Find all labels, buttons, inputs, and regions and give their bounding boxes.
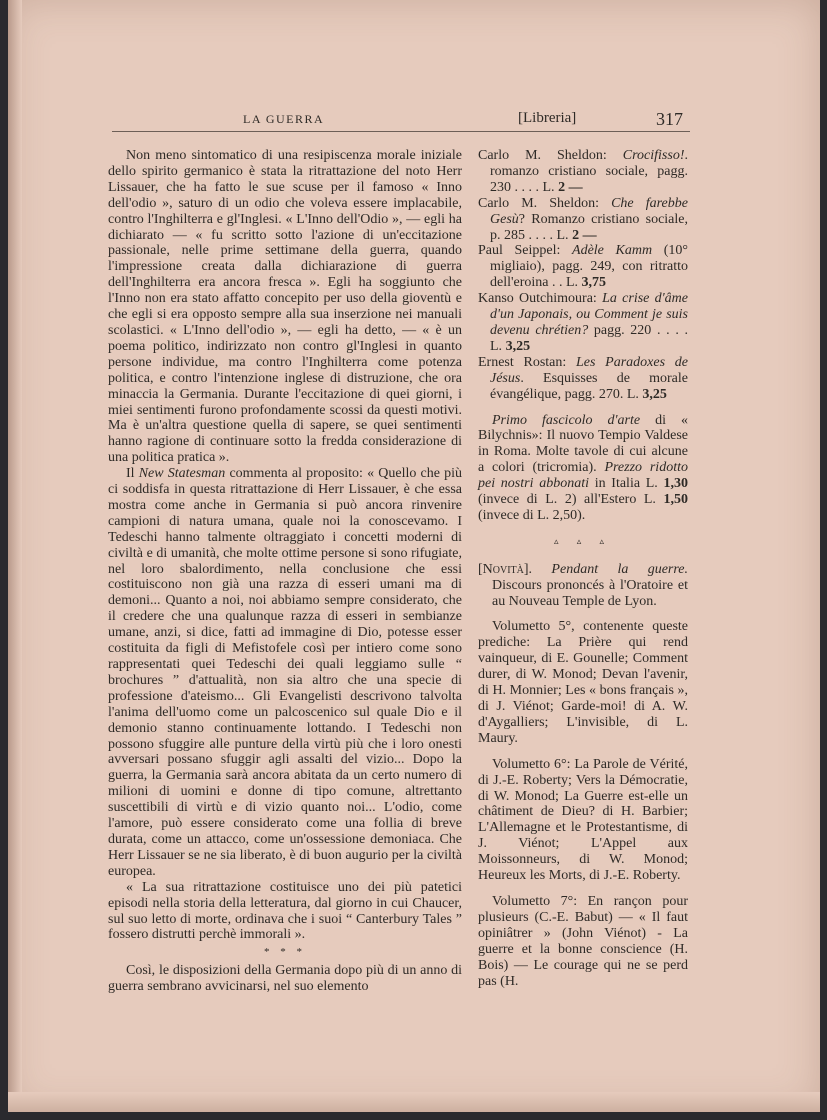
paragraph-lissauer: Non meno sintomatico di una resipiscenza morale iniziale dello spirito germanico è stata la ritrattazione del noto Herr Lissauer, che ha fatto le sue scuse per il famoso « Inno dell'odio », saturo di un odio che voleva essere implacabile, contro l'Inghilterra e gl'Inglesi. « L'Inno dell'Odio », — egli ha dichiarato — « fu scritto sotto l'azione di un'eccitazione passionale, nelle prime settimane della guerra, quando l'impressione creata dalla dichiarazione di guerra dell'Inghilterra era ancora fresca ». Egli ha soggiunto che l'Inno non era stato affatto concepito per uso della gioventù e che egli si era opposto sempre alla sua inserzione nei manuali scolastici. « L'Inno dell'odio », — egli ha detto, — « è un poema politico, indirizzato non contro gl'Inglesi in quanto persone individue, ma contro l'Inghilterra come potenza politica, e contro l'intenzione inglese di distruzione, che ora minaccia la Germania. Durante l'eccitazione di quei giorni, i miei sentimenti furono profondamente scossi da questi motivi. Ma è un'altra questione quella di sapere, se quei sentimenti hanno ragione di continuare sotto la fredda considerazione di una politica pratica ». <box>108 148 462 466</box>
paragraph-new-statesman: Il New Statesman commenta al proposito: « Quello che più ci soddisfa in questa ritrattazione di Herr Lissauer, è che essa mostra come anche in Germania si può ancora rinvenire campioni di natura umana, quale noi la conoscevamo. I Tedeschi hanno talmente oltraggiato i concetti moderni di civiltà e di umanità, che molte ottime persone si sono rifugiate, nel loro sbalordimento, nella conclusione che essi costituiscono non già una razza di esseri umani ma di demoni... Quanto a noi, noi abbiamo sempre considerato, che il credere che una qualunque razza di esseri in sembianze umane, anzi, si dice, fatti ad immagine di Dio, potesse esser costituita da figli di Mefistofele così per intiero come sono rappresentati quei Tedeschi dei quali leggiamo sulle “ brochures ” d'attualità, non sia altro che una specie di professione d'ateismo... Gli Evangelisti descrivono talvolta l'anima dell'uomo come un palcoscenico sul quale Dio e il demonio stanno continuamente lottando. I Tedeschi non possono sfuggire alle punture della virtù più che i loro onesti avversari possano sfuggir agli assalti del vizio... Dopo la guerra, la Germania sarà ancora abitata da un certo numero di milioni di uomini e donne di tipo comune, altrettanto suscettibili di virtù e di vizio quanto noi... L'odio, come l'amore, può essere considerato come una follia di breve durata, come un attacco, come un'ossessione demoniaca. Che Herr Lissauer se ne sia liberato, è di buon augurio per la civiltà europea. <box>108 466 462 879</box>
triangle-ornament: ▵ ▵ ▵ <box>553 535 613 546</box>
running-title: LA GUERRA <box>243 112 325 126</box>
paragraph-germany: Così, le disposizioni della Germania dopo più di un anno di guerra sembrano avvicinarsi, nel suo elemento <box>108 963 462 995</box>
volumetto-7: Volumetto 7°: En rançon pour plusieurs (C.-E. Babut) — « Il faut opiniâtrer » (John Viénot) - La guerre et la bonne conscience (H. Bois) — Le courage qui ne se perd pas (H. <box>478 893 688 989</box>
book-entry: Carlo M. Sheldon: Che farebbe Gesù? Romanzo cristiano sociale, p. 285 . . . . L. 2 — <box>478 195 688 243</box>
novita-label: [Novità]. <box>478 561 533 577</box>
section-separator: * * * <box>264 946 306 959</box>
novita-title: Pendant la guerre. <box>551 561 689 577</box>
book-entry: Kanso Outchimoura: La crise d'âme d'un Japonais, ou Comment je suis devenu chrétien? pagg. 220 . . . . L. 3,25 <box>478 291 689 354</box>
running-header <box>8 108 820 132</box>
new-statesman-title: New Statesman <box>138 466 226 482</box>
novita-paragraph: [Novità]. Pendant la guerre. Discours prononcés à l'Oratoire et au Nouveau Temple de Lyon. <box>478 561 689 609</box>
fascicolo-title: Primo fascicolo d'arte <box>492 412 641 428</box>
paragraph-chaucer: « La sua ritrattazione costituisce uno dei più patetici episodi nella storia della letteratura, dal giorno in cui Chaucer, sul suo letto di morte, ordinava che i suoi “ Canterbury Tales ” fossero distrutti perchè immorali ». <box>108 879 462 943</box>
page-spine-shadow <box>8 0 22 1112</box>
page-bottom-edge <box>8 1092 820 1112</box>
volumetto-5: Volumetto 5°, contenente queste prediche: La Prière qui rend vainqueur, di E. Gounelle; Comment durer, di W. Monod; Devan l'avenir, di H. Monnier; Les « bons français », di J. Viénot; Garde-moi! di A. W. d'Aygalliers; L'invisible, di L. Maury. <box>478 619 688 746</box>
book-page <box>8 0 820 1112</box>
section-label: [Libreria] <box>518 110 577 126</box>
book-entry: Paul Seippel: Adèle Kamm (10° migliaio), pagg. 249, con ritratto dell'eroina . . L. 3,75 <box>478 243 688 291</box>
header-rule <box>112 131 690 132</box>
volumetto-6: Volumetto 6°: La Parole de Vérité, di J.-E. Roberty; Vers la Démocratie, di W. Monod; La Guerre est-elle un châtiment de Dieu? di H. Barbier; L'Allemagne et le Protestantisme, di J. Viénot; L'Appel aux Moissonneurs, di W. Monod; Heureux les Morts, di J.-E. Roberty. <box>478 756 688 884</box>
right-column <box>478 148 688 989</box>
page-number: 317 <box>656 109 683 129</box>
book-entry: Ernest Rostan: Les Paradoxes de Jésus. Esquisses de morale évangélique, pagg. 270. L. 3,25 <box>478 354 688 402</box>
fascicolo-paragraph: Primo fascicolo d'arte di « Bilychnis»: Il nuovo Tempio Valdese in Roma. Molte tavole di cui alcune a colori (tricromia). Prezzo ridotto pei nostri abbonati in Italia L. 1,30 (invece di L. 2) all'Estero L. 1,50 (invece di L. 2,50). <box>478 412 689 523</box>
book-list <box>478 148 688 403</box>
left-column <box>108 148 462 995</box>
book-entry: Carlo M. Sheldon: Crocifisso!. romanzo cristiano sociale, pagg. 230 . . . . L. 2 — <box>478 148 688 195</box>
